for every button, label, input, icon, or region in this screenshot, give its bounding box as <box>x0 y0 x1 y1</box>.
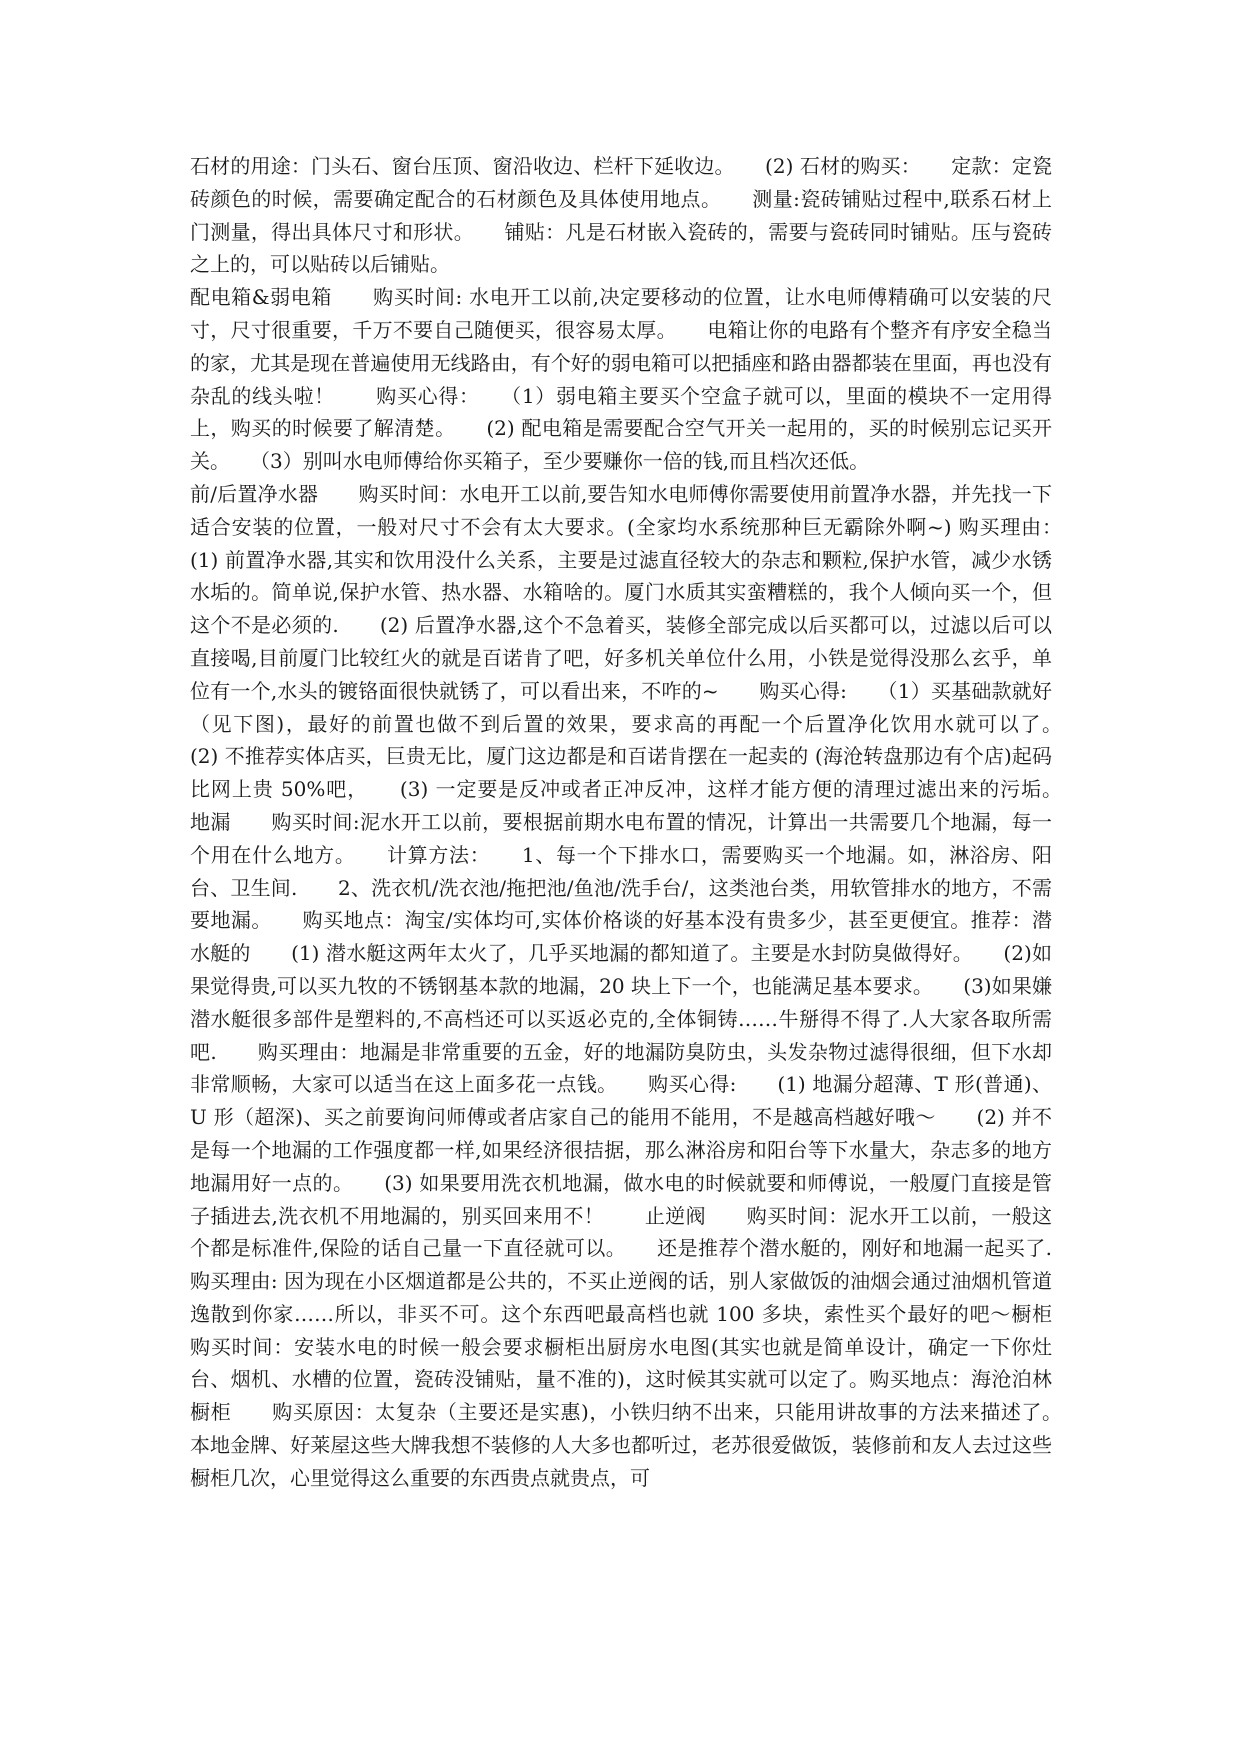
paragraph-water-purifier-drain-cabinet: 前/后置净水器 购买时间：水电开工以前,要告知水电师傅你需要使用前置净水器，并先找一下适合安装的位置，一般对尺寸不会有太大要求。(全家均水系统那种巨无霸除外啊~) 购买理由： (1) 前置净水器,其实和饮用没什么关系，主要是过滤直径较大的杂志和颗粒,保护水管，减少水锈水垢的。简单说,保护水管、热水器、水箱啥的。厦门水质其实蛮糟糕的，我个人倾向买一个，但这个不是必须的. (2) 后置净水器,这个不急着买，装修全部完成以后买都可以，过滤以后可以直接喝,目前厦门比较红火的就是百诺肯了吧，好多机关单位什么用，小铁是觉得没那么玄乎，单位有一个,水头的镀铬面很快就锈了，可以看出来，不咋的~ 购买心得: （1）买基础款就好（见下图)，最好的前置也做不到后置的效果，要求高的再配一个后置净化饮用水就可以了。 (2) 不推荐实体店买，巨贵无比，厦门这边都是和百诺肯摆在一起卖的 (海沧转盘那边有个店)起码比网上贵 50%吧， (3) 一定要是反冲或者正冲反冲，这样才能方便的清理过滤出来的污垢。 地漏 购买时间:泥水开工以前，要根据前期水电布置的情况，计算出一共需要几个地漏，每一个用在什么地方。 计算方法： 1、每一个下排水口，需要购买一个地漏。如，淋浴房、阳台、卫生间. 2、洗衣机/洗衣池/拖把池/鱼池/洗手台/，这类池台类，用软管排水的地方，不需要地漏。 购买地点：淘宝/实体均可,实体价格谈的好基本没有贵多少，甚至更便宜。推荐：潜水艇的 (1) 潜水艇这两年太火了，几乎买地漏的都知道了。主要是水封防臭做得好。 (2)如果觉得贵,可以买九牧的不锈钢基本款的地漏，20 块上下一个，也能满足基本要求。 (3)如果嫌潜水艇很多部件是塑料的,不高档还可以买返必克的,全体铜铸……牛掰得不得了.人大家各取所需吧. 购买理由：地漏是非常重要的五金，好的地漏防臭防虫，头发杂物过滤得很细，但下水却非常顺畅，大家可以适当在这上面多花一点钱。 购买心得: (1) 地漏分超薄、T 形(普通)、U 形（超深)、买之前要询问师傅或者店家自己的能用不能用，不是越高档越好哦～ (2) 并不是每一个地漏的工作强度都一样,如果经济很拮据，那么淋浴房和阳台等下水量大，杂志多的地方地漏用好一点的。 (3) 如果要用洗衣机地漏，做水电的时候就要和师傅说，一般厦门直接是管子插进去,洗衣机不用地漏的，别买回来用不！ 止逆阀 购买时间：泥水开工以前，一般这个都是标准件,保险的话自己量一下直径就可以。 还是推荐个潜水艇的，刚好和地漏一起买了. 购买理由: 因为现在小区烟道都是公共的，不买止逆阀的话，别人家做饭的油烟会通过油烟机管道逸散到你家……所以，非买不可。这个东西吧最高档也就 100 多块，索性买个最好的吧～橱柜 购买时间：安装水电的时候一般会要求橱柜出厨房水电图(其实也就是简单设计，确定一下你灶台、烟机、水槽的位置，瓷砖没铺贴，量不准的)，这时候其实就可以定了。购买地点：海沧泊林橱柜 购买原因：太复杂（主要还是实惠)，小铁归纳不出来，只能用讲故事的方法来描述了。 本地金牌、好莱屋这些大牌我想不装修的人大多也都听过，老苏很爱做饭，装修前和友人去过这些橱柜几次，心里觉得这么重要的东西贵点就贵点，可 <box>190 481 1092 1490</box>
document-body <box>190 150 1092 1495</box>
paragraph-stone-materials: 石材的用途：门头石、窗台压顶、窗沿收边、栏杆下延收边。 (2) 石材的购买： 定款：定瓷砖颜色的时候，需要确定配合的石材颜色及具体使用地点。 测量:瓷砖铺贴过程中,联系石材上门测量，得出具体尺寸和形状。 铺贴：凡是石材嵌入瓷砖的，需要与瓷砖同时铺贴。压与瓷砖之上的，可以贴砖以后铺贴。 <box>190 154 1052 277</box>
paragraph-distribution-box: 配电箱&弱电箱 购买时间: 水电开工以前,决定要移动的位置，让水电师傅精确可以安装的尺寸，尺寸很重要，千万不要自己随便买，很容易太厚。 电箱让你的电路有个整齐有序安全稳当的家，尤其是现在普遍使用无线路由，有个好的弱电箱可以把插座和路由器都装在里面，再也没有杂乱的线头啦！ 购买心得： （1）弱电箱主要买个空盒子就可以，里面的模块不一定用得上，购买的时候要了解清楚。 (2) 配电箱是需要配合空气开关一起用的，买的时候别忘记买开关。 （3）别叫水电师傅给你买箱子，至少要赚你一倍的钱,而且档次还低。 <box>190 285 1052 474</box>
